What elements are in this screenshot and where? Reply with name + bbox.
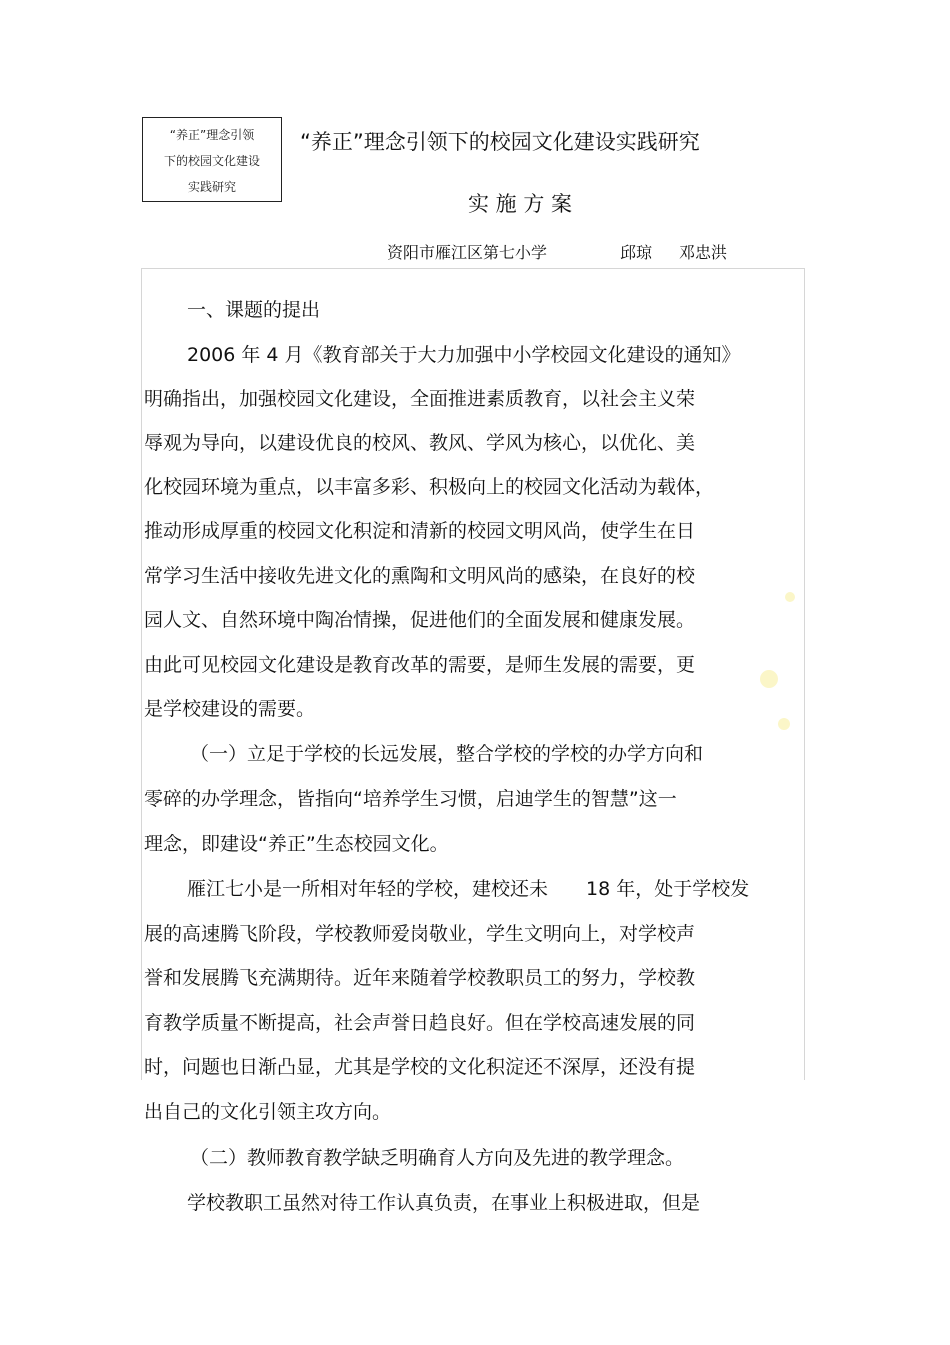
watermark-dot bbox=[785, 592, 795, 602]
watermark-dot bbox=[760, 670, 778, 688]
paragraph-line: 展的高速腾飞阶段，学校教师爱岗敬业，学生文明向上，对学校声 bbox=[144, 923, 696, 945]
author-name: 邓忠洪 bbox=[679, 243, 728, 262]
paragraph-line: 常学习生活中接收先进文化的熏陶和文明风尚的感染，在良好的校 bbox=[144, 565, 696, 587]
paragraph-line: 育教学质量不断提高，社会声誉日趋良好。但在学校高速发展的同 bbox=[144, 1012, 696, 1034]
paragraph-line: 是学校建设的需要。 bbox=[144, 698, 316, 720]
document-subtitle: 实 施 方 案 bbox=[468, 192, 573, 216]
paragraph-line: 推动形成厚重的校园文化积淀和清新的校园文明风尚，使学生在日 bbox=[144, 520, 696, 542]
paragraph-line: 学校教职工虽然对待工作认真负责，在事业上积极进取，但是 bbox=[187, 1192, 701, 1214]
paragraph-line: 园人文、自然环境中陶冶情操，促进他们的全面发展和健康发展。 bbox=[144, 609, 696, 631]
paragraph-line: 理念，即建设“养正”生态校园文化。 bbox=[144, 833, 449, 855]
section-heading: 一、课题的提出 bbox=[187, 299, 321, 321]
document-title: “养正”理念引领下的校园文化建设实践研究 bbox=[300, 130, 700, 154]
paragraph-line: 零碎的办学理念，皆指向“培养学生习惯，启迪学生的智慧”这一 bbox=[144, 788, 677, 810]
header-box-line: 实践研究 bbox=[187, 180, 236, 194]
header-box-line: “养正”理念引领 bbox=[169, 128, 255, 142]
paragraph-line: 化校园环境为重点，以丰富多彩、积极向上的校园文化活动为载体， bbox=[144, 476, 715, 498]
paragraph-line: 时，问题也日渐凸显，尤其是学校的文化积淀还不深厚，还没有提 bbox=[144, 1056, 696, 1078]
header-box bbox=[142, 117, 282, 202]
school-name: 资阳市雁江区第七小学 bbox=[387, 243, 548, 262]
frame-line bbox=[804, 268, 805, 1080]
paragraph-line: 由此可见校园文化建设是教育改革的需要，是师生发展的需要，更 bbox=[144, 654, 696, 676]
paragraph-line: 出自己的文化引领主攻方向。 bbox=[144, 1101, 392, 1123]
subsection-heading: （二）教师教育教学缺乏明确育人方向及先进的教学理念。 bbox=[190, 1147, 685, 1169]
paragraph-line: 明确指出，加强校园文化建设，全面推进素质教育，以社会主义荣 bbox=[144, 388, 696, 410]
subsection-heading: （一）立足于学校的长远发展，整合学校的学校的办学方向和 bbox=[190, 743, 704, 765]
paragraph-line: 誉和发展腾飞充满期待。近年来随着学校教职员工的努力，学校教 bbox=[144, 967, 696, 989]
frame-line bbox=[141, 268, 142, 1080]
watermark-dot bbox=[778, 718, 790, 730]
frame-line bbox=[142, 268, 805, 269]
paragraph-line: 2006 年 4 月《教育部关于大力加强中小学校园文化建设的通知》 bbox=[187, 344, 741, 366]
header-box-line: 下的校园文化建设 bbox=[163, 154, 260, 168]
paragraph-line: 雁江七小是一所相对年轻的学校，建校还未 18 年，处于学校发 bbox=[187, 878, 750, 900]
author-name: 邱琼 bbox=[620, 243, 653, 262]
paragraph-line: 辱观为导向，以建设优良的校风、教风、学风为核心，以优化、美 bbox=[144, 432, 696, 454]
